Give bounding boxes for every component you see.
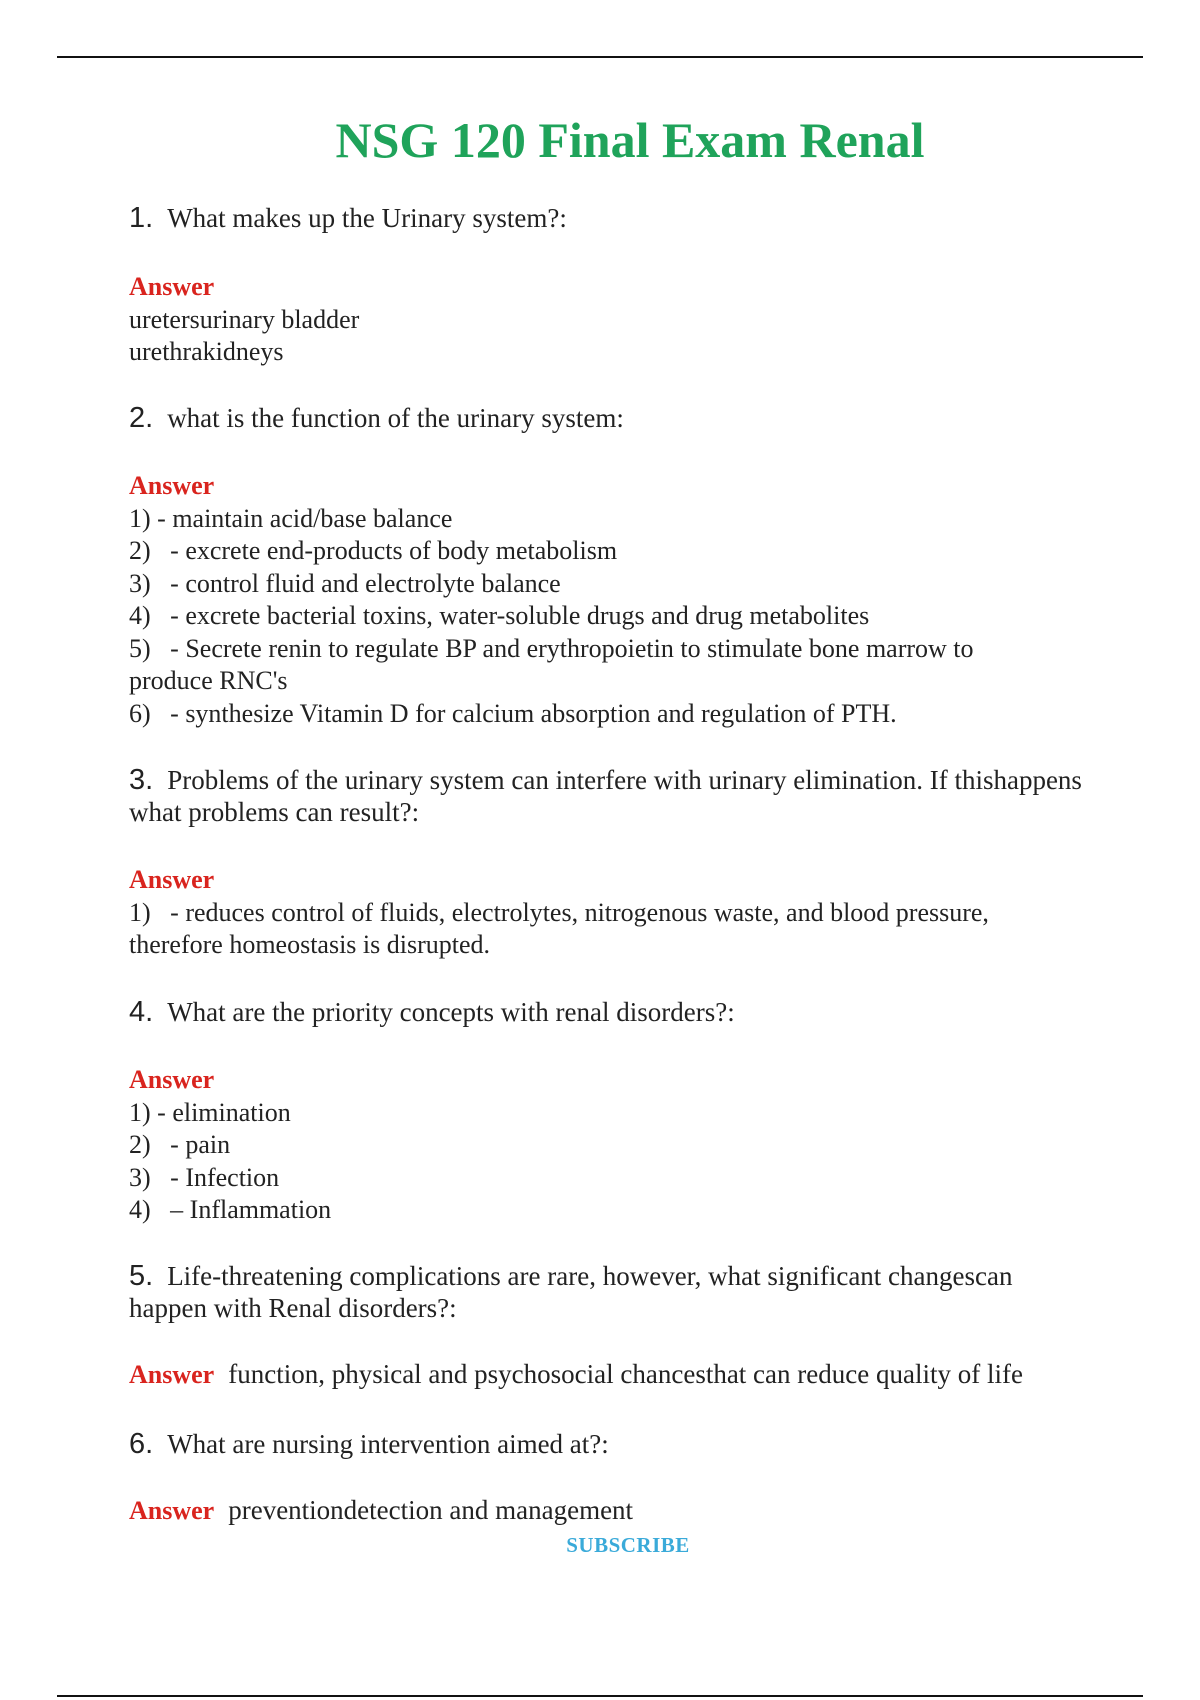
question-1 bbox=[129, 202, 1119, 234]
answer-label: Answer bbox=[129, 272, 215, 301]
answer-line: 4) – Inflammation bbox=[129, 1195, 332, 1224]
answer-line: 1) - reduces control of fluids, electrolytes, nitrogenous waste, and blood pressure, bbox=[129, 897, 989, 927]
answer-label: Answer bbox=[129, 865, 215, 894]
answer-text: function, physical and psychosocial chancesthat can reduce quality of life bbox=[228, 1359, 1023, 1389]
question-text: what is the function of the urinary system: bbox=[167, 403, 624, 433]
question-number: 1. bbox=[129, 202, 154, 234]
answer-5 bbox=[129, 1358, 1119, 1391]
answer-label: Answer bbox=[129, 471, 215, 500]
answer-line: 3) - control fluid and electrolyte balance bbox=[129, 568, 561, 598]
question-text: What are nursing intervention aimed at?: bbox=[167, 1429, 609, 1459]
question-number: 3. bbox=[129, 764, 154, 796]
answer-6 bbox=[129, 1494, 1119, 1527]
question-number: 2. bbox=[129, 402, 154, 434]
question-text: What are the priority concepts with renal disorders?: bbox=[167, 997, 735, 1027]
bottom-rule bbox=[57, 1695, 1143, 1697]
top-rule bbox=[57, 56, 1143, 58]
answer-line: uretersurinary bladder bbox=[129, 304, 360, 334]
answer-line: 5) - Secrete renin to regulate BP and erythropoietin to stimulate bone marrow to bbox=[129, 633, 974, 663]
question-4 bbox=[129, 996, 1119, 1028]
question-number: 5. bbox=[129, 1260, 154, 1292]
question-text: Problems of the urinary system can interfere with urinary elimination. If thishappens bbox=[167, 765, 1082, 795]
answer-label: Answer bbox=[129, 1065, 215, 1094]
question-text: Life-threatening complications are rare, however, what significant changescan bbox=[167, 1261, 1013, 1291]
answer-line: 4) - excrete bacterial toxins, water-soluble drugs and drug metabolites bbox=[129, 601, 870, 630]
question-2 bbox=[129, 402, 1119, 434]
answer-1 bbox=[129, 271, 1119, 369]
answer-label: Answer bbox=[129, 1496, 215, 1525]
subscribe-link[interactable]: SUBSCRIBE bbox=[566, 1533, 690, 1557]
question-3 bbox=[129, 764, 1119, 828]
answer-line: 1) - maintain acid/base balance bbox=[129, 503, 453, 533]
answer-label: Answer bbox=[129, 1360, 215, 1389]
answer-line: therefore homeostasis is disrupted. bbox=[129, 930, 491, 959]
answer-line: 2) - excrete end-products of body metabolism bbox=[129, 536, 618, 565]
answer-line: 1) - elimination bbox=[129, 1097, 291, 1127]
answer-line: produce RNC's bbox=[129, 666, 288, 695]
answer-4 bbox=[129, 1064, 1119, 1227]
question-text: what problems can result?: bbox=[129, 797, 420, 827]
question-number: 4. bbox=[129, 996, 154, 1028]
question-text: happen with Renal disorders?: bbox=[129, 1293, 457, 1323]
answer-line: 6) - synthesize Vitamin D for calcium absorption and regulation of PTH. bbox=[129, 698, 897, 728]
page-title: NSG 120 Final Exam Renal bbox=[335, 112, 925, 168]
answer-2 bbox=[129, 470, 1119, 730]
question-number: 6. bbox=[129, 1428, 154, 1460]
answer-line: 3) - Infection bbox=[129, 1162, 280, 1192]
question-5 bbox=[129, 1260, 1119, 1324]
answer-text: preventiondetection and management bbox=[228, 1495, 634, 1525]
question-6 bbox=[129, 1428, 1119, 1460]
answer-3 bbox=[129, 864, 1119, 962]
question-text: What makes up the Urinary system?: bbox=[167, 203, 567, 233]
answer-line: 2) - pain bbox=[129, 1130, 231, 1159]
answer-line: urethrakidneys bbox=[129, 337, 284, 366]
